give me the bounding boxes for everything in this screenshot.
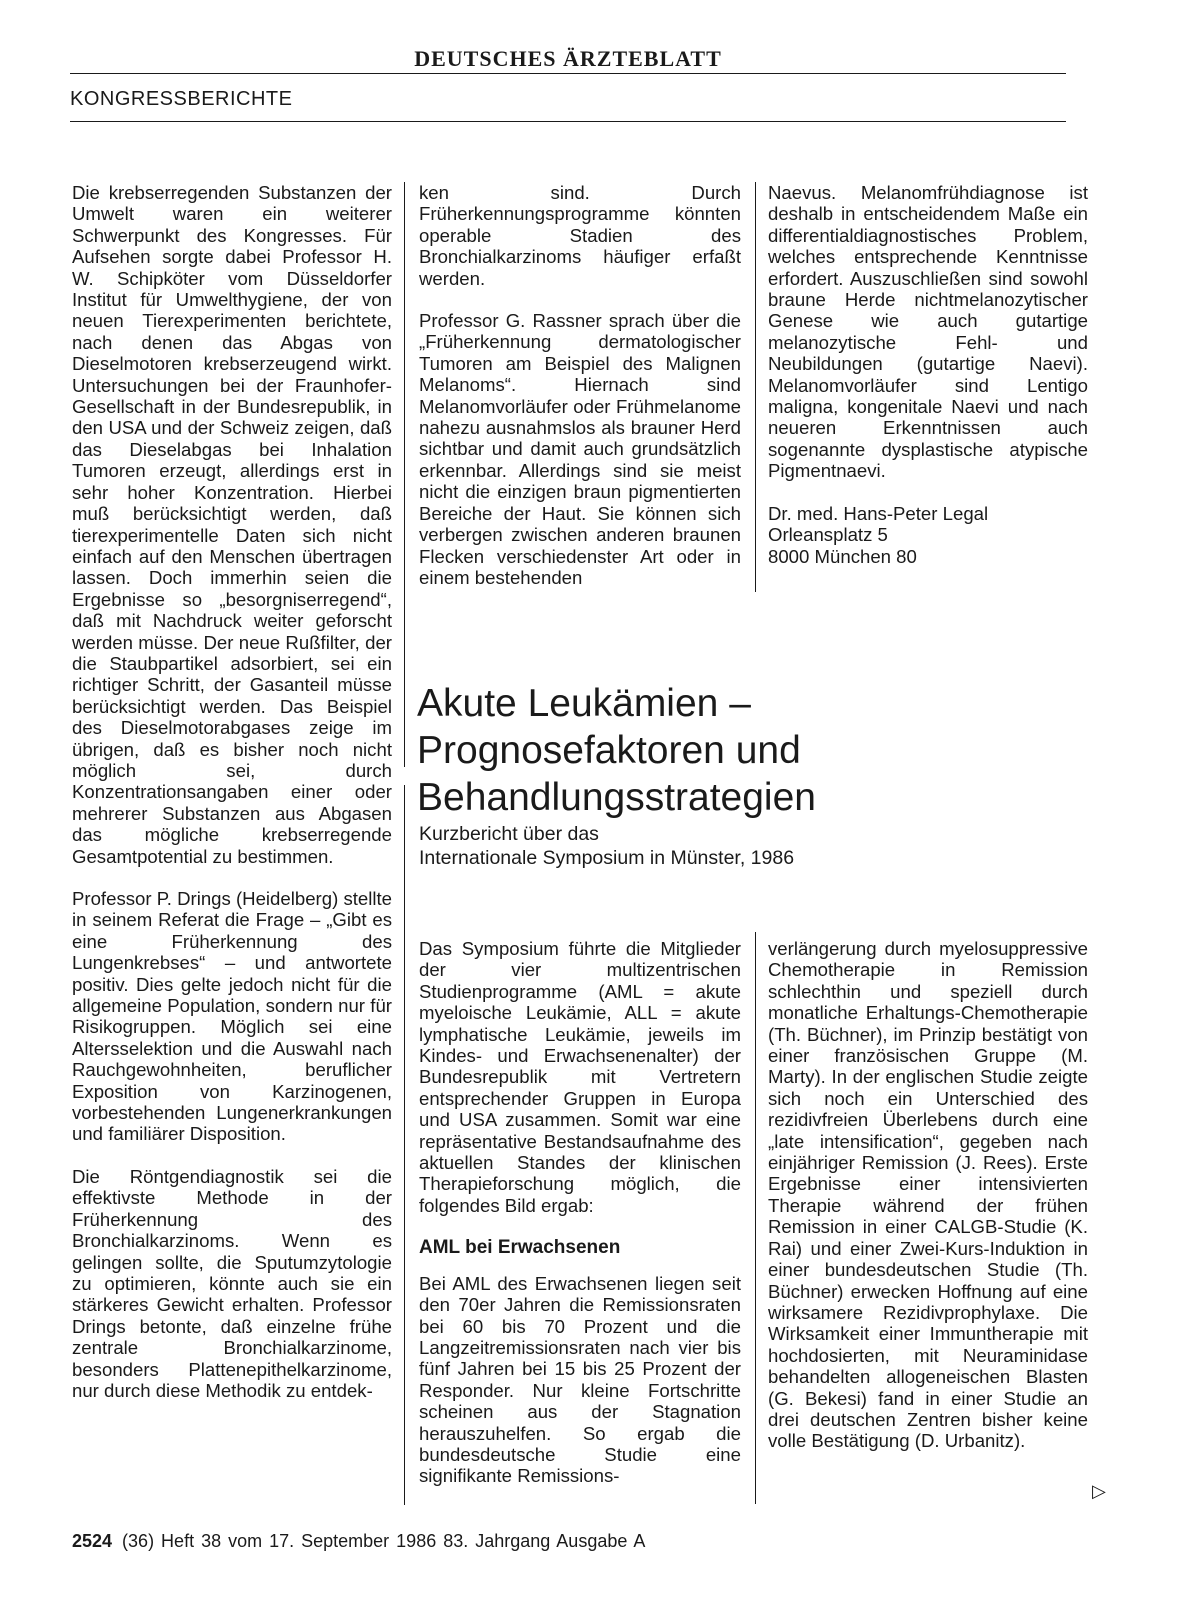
masthead [70,46,1066,76]
journal-title: DEUTSCHES ÄRZTEBLATT [414,46,722,71]
title-line: Behandlungsstrategien [417,776,816,819]
author-city: 8000 München 80 [768,545,917,567]
author-street: Orleansplatz 5 [768,524,888,546]
section-label: KONGRESSBERICHTE [70,88,293,110]
author-name: Dr. med. Hans-Peter Legal [768,502,989,524]
issue-info: (36) Heft 38 vom 17. September 1986 83. Jahrgang Ausgabe A [122,1531,646,1551]
paragraph: Das Symposium führte die Mitglieder der vier multizentrischen Studienprogramme (AML = akute myeloische Leukämie, ALL = akute lymphatische Leukämie, jeweils im Kindes- und Erwachsenenalter) der Bundesrepublik mit Vertretern entsprechender Gruppen in Europa und USA zusammen. Somit war eine repräsentative Bestandsaufnahme des aktuellen Standes der klinischen Therapieforschung möglich, die folgendes Bild ergab: [419,938,741,1216]
title-line: Akute Leukämien – [417,682,751,725]
column-divider [755,182,756,592]
column-divider [755,932,756,1504]
page-footer [72,1531,645,1552]
paragraph: Naevus. Melanomfrühdiagnose ist deshalb in entscheidendem Maße ein differentialdiagnostisches Problem, welches entsprechende Kenntnisse erfordert. Auszuschließen sind sowohl braune Herde nichtmelanozytischer Genese wie auch gutartige melanozytische Fehl- und Neubildungen (gutartige Naevi). Melanomvorläufer sind Lentigo maligna, kongenitale Naevi und nach neueren Erkenntnissen auch sogenannte dysplastische atypische Pigmentnaevi. [768,182,1088,482]
column-divider [404,182,405,767]
paragraph: Bei AML des Erwachsenen liegen seit den 70er Jahren die Remissionsraten bei 60 bis 70 Prozent und die Langzeitremissionsraten nach vier bis fünf Jahren bei 15 bis 25 Prozent der Responder. Nur kleine Fortschritte scheinen aus der Stagnation herauszuhelfen. So ergab die bundesdeutsche Studie eine signifikante Remissions- [419,1272,741,1487]
author-address [768,503,1088,567]
column-2 [419,182,741,609]
masthead-rule [70,73,1066,74]
continue-arrow-icon: ▷ [1092,1481,1106,1501]
column-1 [72,182,392,1422]
section-rule [70,121,1066,122]
paragraph: ken sind. Durch Früherkennungsprogramme könnten operable Stadien des Bronchialkarzinoms häufiger erfaßt werden. [419,182,741,289]
article-title [417,680,1077,821]
paragraph: Professor P. Drings (Heidelberg) stellte in seinem Referat die Frage – „Gibt es eine Früherkennung des Lungenkrebses“ – und antwortete positiv. Dies gelte jedoch nicht für die allgemeine Population, sondern nur für Risikogruppen. Möglich sei eine Altersselektion und die Auswahl nach Rauchgewohnheiten, beruflicher Exposition von Karzinogenen, vorbestehenden Lungenerkrankungen und familiärer Disposition. [72,888,393,1145]
paragraph: Professor G. Rassner sprach über die „Früherkennung dermatologischer Tumoren am Beispiel des Malignen Melanoms“. Hiernach sind Melanomvorläufer oder Frühmelanome nahezu ausnahmslos als brauner Herd sichtbar und damit auch grundsätzlich erkennbar. Allerdings sind sie meist nicht die einzigen braun pigmentierten Bereiche der Haut. Sie können sich verbergen zwischen anderen braunen Flecken verschiedenster Art oder in einem bestehenden [419,310,741,588]
paragraph: Die krebserregenden Substanzen der Umwelt waren ein weiterer Schwerpunkt des Kongresses. Für Aufsehen sorgte dabei Professor H. W. Schipköter vom Düsseldorfer Institut für Umwelthygiene, der von neuen Tierexperimenten berichtete, nach denen das Abgas von Dieselmotoren krebserzeugend wirkt. Untersuchungen bei der Fraunhofer-Gesellschaft in der Bundesrepublik, in den USA und der Schweiz zeigen, daß das Dieselabgas bei Inhalation Tumoren erzeugt, allerdings erst in sehr hoher Konzentration. Hierbei muß berücksichtigt werden, daß tierexperimentelle Daten sich nicht einfach auf den Menschen übertragen lassen. Doch immerhin seien die Ergebnisse so „besorgniserregend“, daß mit Nachdruck weiter geforscht werden müsse. Der neue Rußfilter, der die Staubpartikel adsorbiert, sei ein richtiger Schritt, der Gasanteil müsse berücksichtigt werden. Das Beispiel des Dieselmotorabgases zeige im übrigen, daß es bisher noch nicht möglich sei, durch Konzentrationsangaben einer oder mehrerer Substanzen aus Abgasen das mögliche krebserregende Gesamtpotential zu bestimmen. [72,182,392,867]
subtitle-line: Kurzbericht über das [419,823,599,845]
column-divider [404,785,405,1505]
subheading: AML bei Erwachsenen [419,1237,621,1259]
subtitle-line: Internationale Symposium in Münster, 1986 [419,847,795,869]
article-column-right [768,938,1088,1473]
column-3 [768,182,1088,567]
paragraph: Die Röntgendiagnostik sei die effektivste Methode in der Früherkennung des Bronchialkarzinoms. Wenn es gelingen sollte, die Sputumzytologie zu optimieren, könnte auch sie ein stärkeres Gewicht erhalten. Professor Drings betonte, daß einzelne frühe zentrale Bronchialkarzinome, besonders Plattenepithelkarzinome, nur durch diese Methodik zu entdek- [72,1165,392,1401]
paragraph: verlängerung durch myelosuppressive Chemotherapie in Remission schlechthin und speziell durch monatliche Erhaltungs-Chemotherapie (Th. Büchner), im Prinzip bestätigt von einer französischen Gruppe (M. Marty). In der englischen Studie zeigte sich noch ein Unterschied des rezidivfreien Überlebens durch eine „late intensification“, gegeben nach einjähriger Remission (J. Rees). Erste Ergebnisse einer intensivierten Therapie während der frühen Remission in einer CALGB-Studie (K. Rai) und einer Zwei-Kurs-Induktion in einer bundesdeutschen Studie (Th. Büchner) erwecken Hoffnung auf eine wirksamere Rezidivprophylaxe. Die Wirksamkeit einer Immuntherapie mit hochdosierten, mit Neuraminidase behandelten allogeneischen Blasten (G. Bekesi) fand in einer Studie an drei deutschen Zentren bisher keine volle Bestätigung (D. Urbanitz). [768,938,1088,1452]
title-line: Prognosefaktoren und [417,729,801,772]
article-subtitle [419,822,1079,870]
page-number: 2524 [72,1531,113,1551]
article-column-left [419,938,741,1508]
